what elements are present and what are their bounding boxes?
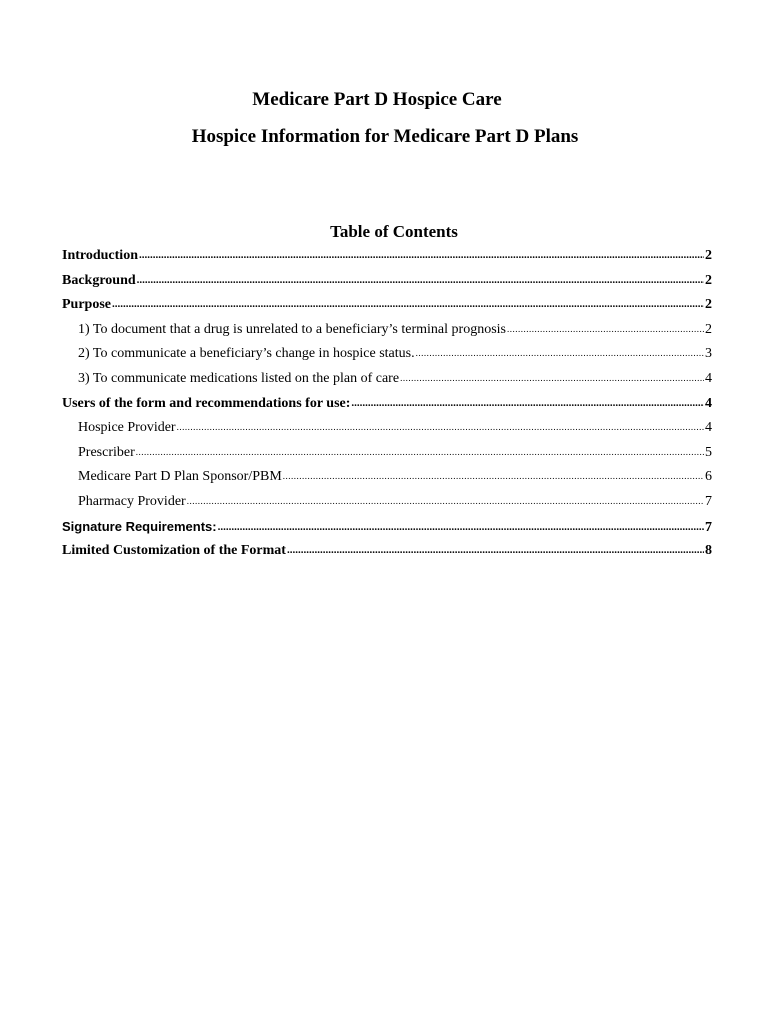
toc-page-number: 7 [705,493,712,509]
toc-entry-label: 1) To document that a drug is unrelated to a beneficiary’s terminal prognosis [78,321,506,337]
toc-entry-label: Hospice Provider [78,420,176,436]
toc-page-number: 4 [705,395,712,411]
toc-entry-label: Pharmacy Provider [78,493,186,509]
toc-dot-leader [137,275,704,286]
toc-page-number: 8 [705,543,712,559]
toc-page-number: 2 [705,321,712,337]
toc-dot-leader [112,299,704,310]
toc-entry-label: Purpose [62,297,111,313]
toc-page-number: 2 [705,297,712,313]
toc-heading: Table of Contents [330,222,458,241]
toc-page-number: 4 [705,370,712,386]
toc-entry-signature-requirements[interactable] [62,515,712,540]
toc-entry-limited-customization[interactable] [62,539,712,564]
toc-entry-label: Signature Requirements: [62,518,217,534]
toc-dot-leader [187,497,704,506]
toc-entry-label: Users of the form and recommendations for use: [62,395,351,411]
toc-page-number: 3 [705,346,712,362]
toc-entry-label: Introduction [62,248,138,263]
toc-entry-introduction[interactable] [62,244,712,269]
toc-page-number: 7 [705,519,712,535]
toc-dot-leader [139,250,704,261]
toc-entry-document-unrelated-drug[interactable] [62,318,712,343]
toc-page-number: 4 [705,420,712,436]
toc-dot-leader [351,398,704,409]
toc-entry-plan-of-care-medications[interactable] [62,367,712,392]
toc-dot-leader [287,545,704,556]
toc-entry-label: Medicare Part D Plan Sponsor/PBM [78,469,282,485]
toc-page-number: 5 [705,444,712,460]
toc-dot-leader [218,522,704,533]
toc-entry-pharmacy-provider[interactable] [62,490,712,515]
toc-entry-label: Background [62,272,136,288]
toc-page-number: 2 [705,248,712,263]
toc-dot-leader [507,325,704,334]
toc-entry-hospice-status-change[interactable] [62,342,712,367]
table-of-contents [62,244,712,564]
document-title: Medicare Part D Hospice Care [252,89,502,110]
toc-entry-users-of-form[interactable] [62,392,712,417]
toc-entry-purpose[interactable] [62,293,712,318]
toc-entry-prescriber[interactable] [62,441,712,466]
toc-page-number: 2 [705,272,712,288]
toc-entry-plan-sponsor-pbm[interactable] [62,465,712,490]
toc-dot-leader [177,423,704,432]
toc-page-number: 6 [705,469,712,485]
toc-entry-label: Prescriber [78,444,135,460]
toc-dot-leader [400,374,704,383]
toc-dot-leader [136,448,704,457]
toc-entry-label: 3) To communicate medications listed on the plan of care [78,370,400,386]
toc-entry-hospice-provider[interactable] [62,416,712,441]
toc-entry-label: 2) To communicate a beneficiary’s change in hospice status. [78,346,415,362]
document-subtitle: Hospice Information for Medicare Part D Plans [191,126,579,147]
toc-dot-leader [416,349,704,358]
toc-entry-background[interactable] [62,269,712,294]
toc-dot-leader [283,472,704,481]
toc-entry-label: Limited Customization of the Format [62,543,286,559]
